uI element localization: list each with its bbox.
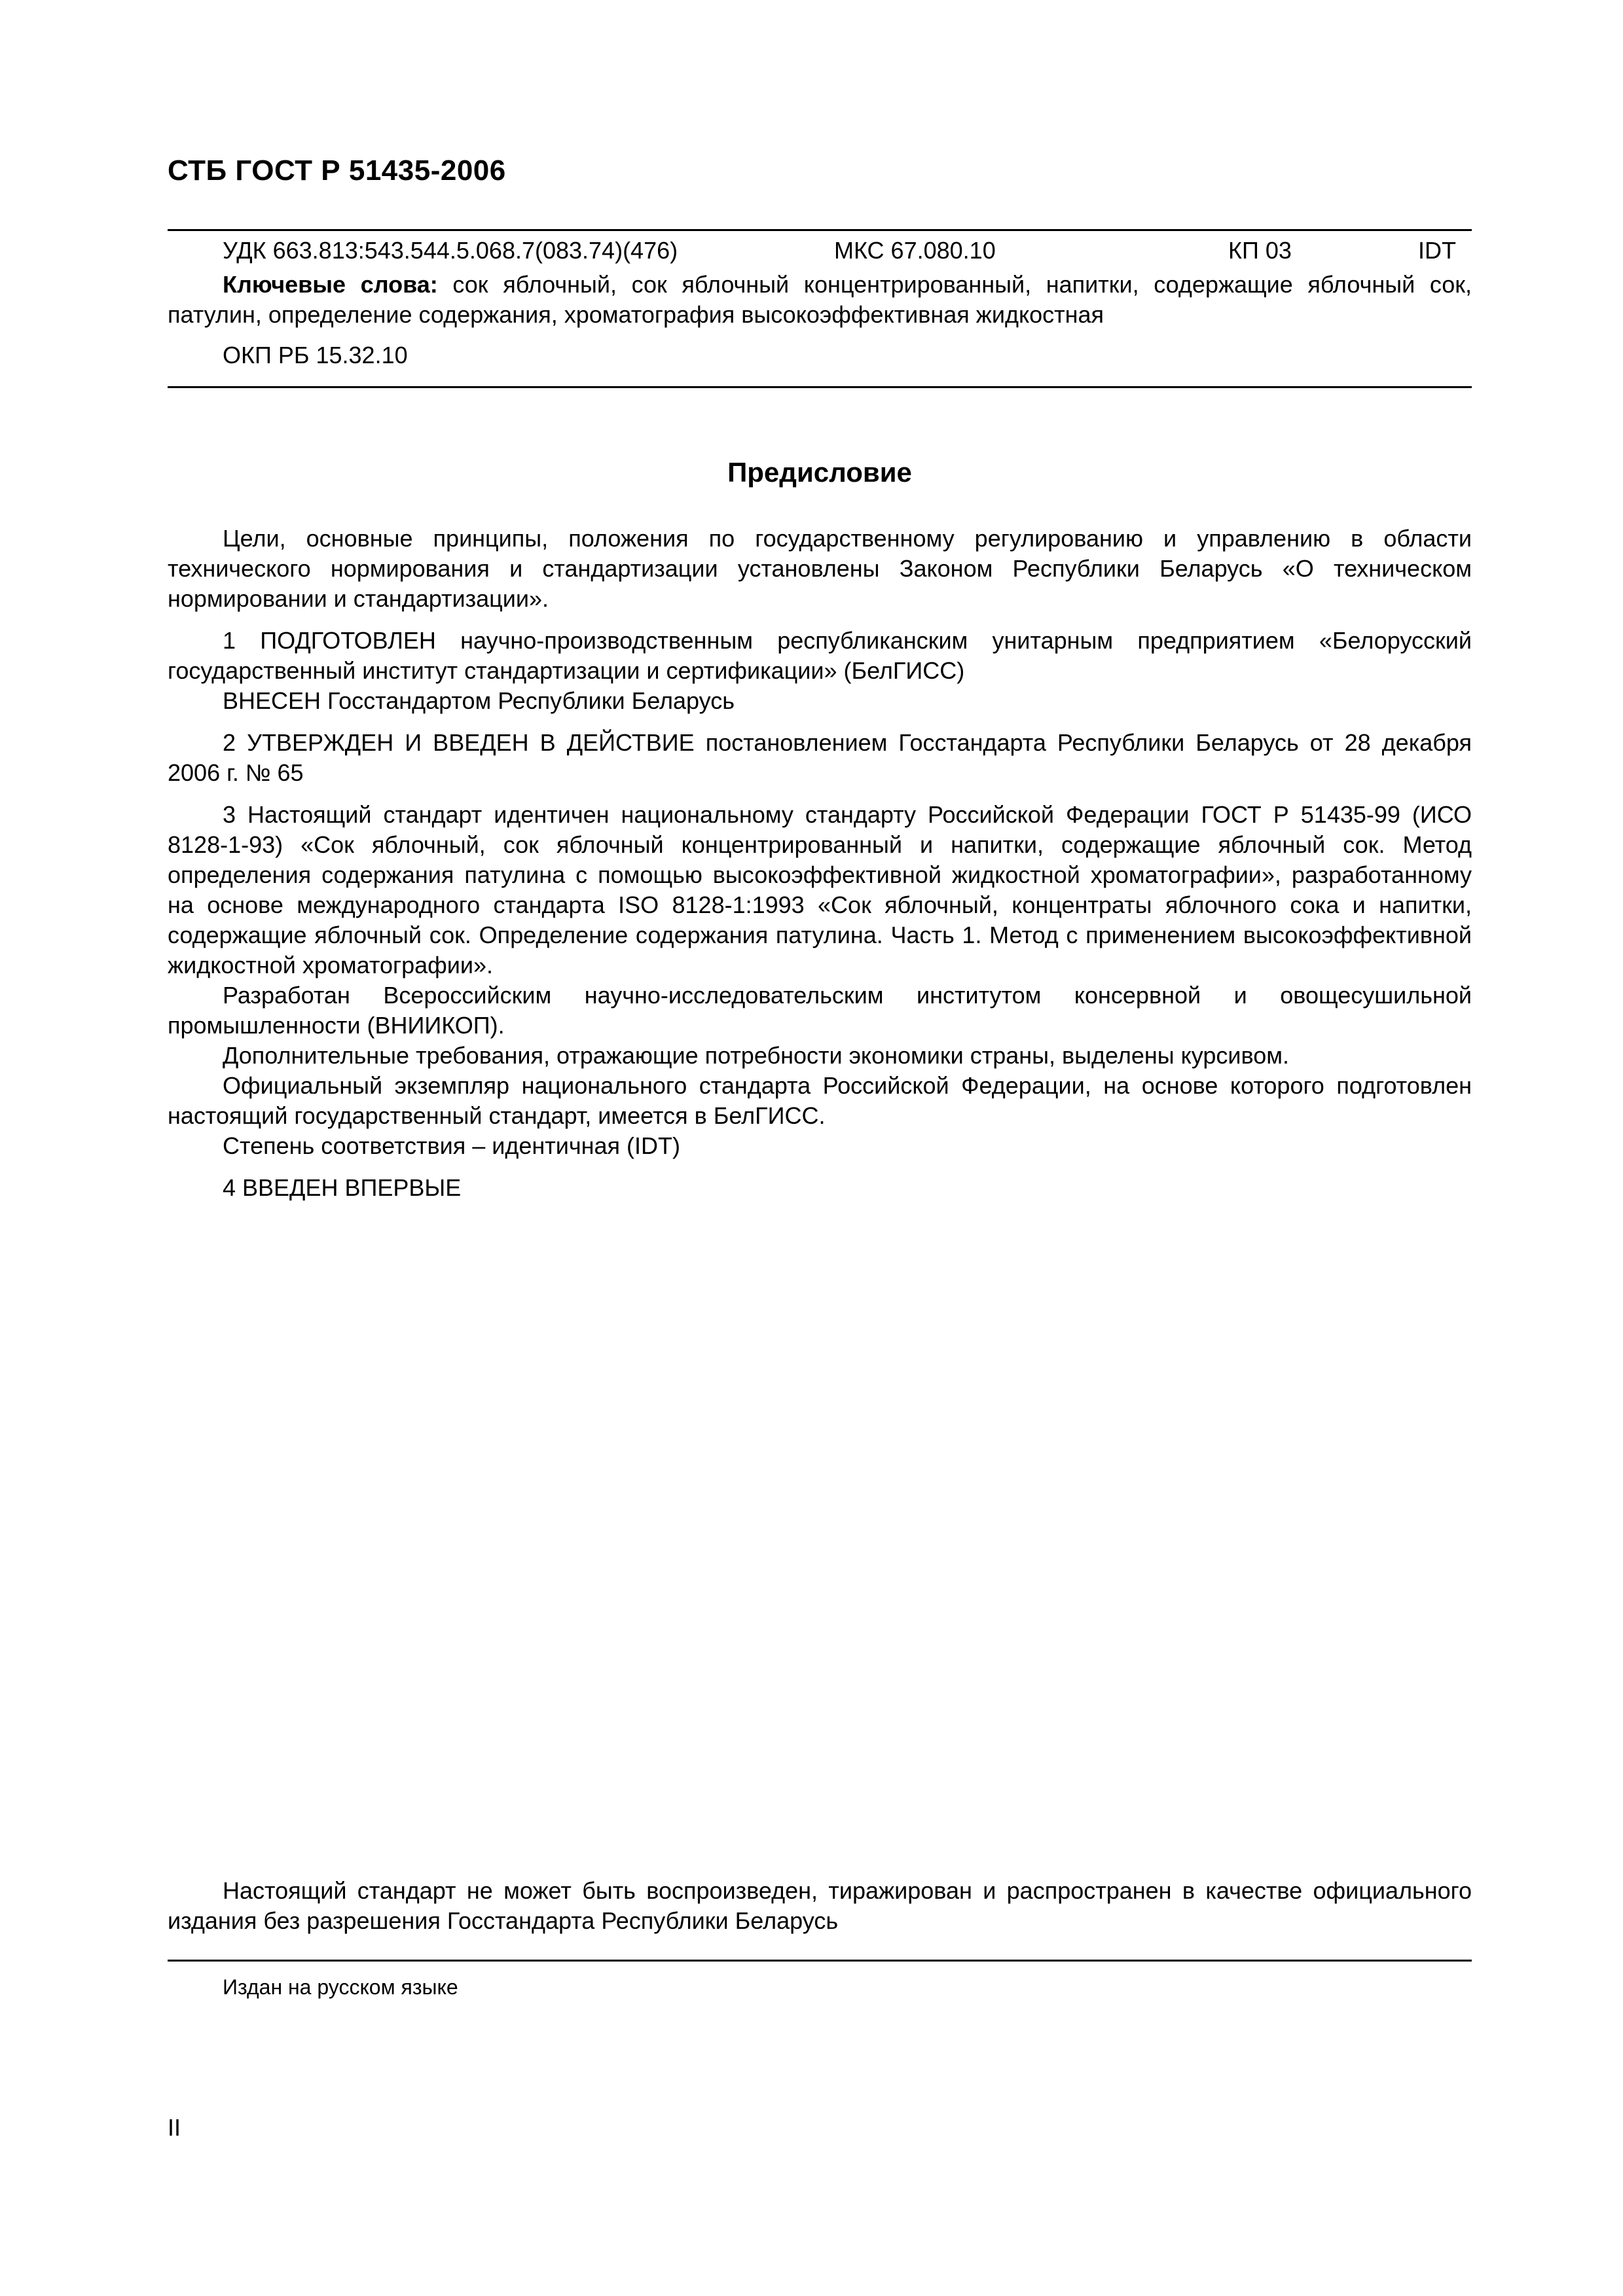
foreword-body [168, 524, 1472, 1203]
foreword-paragraph-official-copy: Официальный экземпляр национального стандарта Российской Федерации, на основе которого подготовлен настоящий государственный стандарт, имеется в БелГИСС. [168, 1072, 1472, 1129]
metadata-divider [168, 386, 1472, 388]
footer-divider [168, 1960, 1472, 1962]
idt-code: IDT [1418, 237, 1456, 264]
foreword-paragraph-approved: 2 УТВЕРЖДЕН И ВВЕДЕН В ДЕЙСТВИЕ постановлением Госстандарта Республики Беларусь от 28 декабря 2006 г. № 65 [168, 729, 1472, 786]
kp-code: КП 03 [1228, 237, 1292, 264]
foreword-paragraph-prepared: 1 ПОДГОТОВЛЕН научно-производственным республиканским унитарным предприятием «Белорусский государственный институт стандартизации и сертификации» (БелГИСС) [168, 627, 1472, 684]
foreword-heading: Предисловие [727, 457, 912, 488]
copyright-notice: Настоящий стандарт не может быть воспроизведен, тиражирован и распространен в качестве официального издания без разрешения Госстандарта Республики Беларусь [168, 1877, 1472, 1934]
keywords-text: сок яблочный, сок яблочный концентрированный, напитки, содержащие яблочный сок, патулин, определение содержания, хроматография высокоэффективная жидкостная [168, 271, 1472, 328]
foreword-paragraph-additional: Дополнительные требования, отражающие потребности экономики страны, выделены курсивом. [223, 1042, 1290, 1069]
foreword-paragraph-submitted: ВНЕСЕН Госстандартом Республики Беларусь [223, 687, 735, 714]
language-note: Издан на русском языке [223, 1975, 458, 1999]
okp-code: ОКП РБ 15.32.10 [223, 342, 408, 368]
foreword-paragraph-goals: Цели, основные принципы, положения по государственному регулированию и управлению в области технического нормирования и стандартизации установлены Законом Республики Беларусь «О техническом нормировании и стандартизации». [168, 525, 1472, 612]
mks-code: МКС 67.080.10 [834, 237, 996, 264]
document-title: СТБ ГОСТ Р 51435-2006 [168, 154, 506, 187]
foreword-paragraph-conformity: Степень соответствия – идентичная (IDT) [223, 1132, 681, 1159]
top-divider [168, 229, 1472, 231]
udk-code: УДК 663.813:543.544.5.068.7(083.74)(476) [223, 237, 678, 264]
keywords-label: Ключевые слова: [223, 271, 438, 298]
foreword-paragraph-developed: Разработан Всероссийским научно-исследовательским институтом консервной и овощесушильной промышленности (ВНИИКОП). [168, 982, 1472, 1039]
classification-row [168, 236, 1472, 266]
page-number: II [168, 2114, 181, 2141]
foreword-paragraph-identical: 3 Настоящий стандарт идентичен национальному стандарту Российской Федерации ГОСТ Р 51435-99 (ИСО 8128-1-93) «Сок яблочный, сок яблочный концентрированный и напитки, содержащие яблочный сок. Метод определения содержания патулина с помощью высокоэффективной жидкостной хроматографии», разработанному на основе международного стандарта ISO 8128-1:1993 «Сок яблочный, концентраты яблочного сока и напитки, содержащие яблочный сок. Определение содержания патулина. Часть 1. Метод с применением высокоэффективной жидкостной хроматографии». [168, 801, 1472, 978]
keywords-line [168, 270, 1472, 330]
foreword-paragraph-first-introduced: 4 ВВЕДЕН ВПЕРВЫЕ [223, 1174, 462, 1201]
